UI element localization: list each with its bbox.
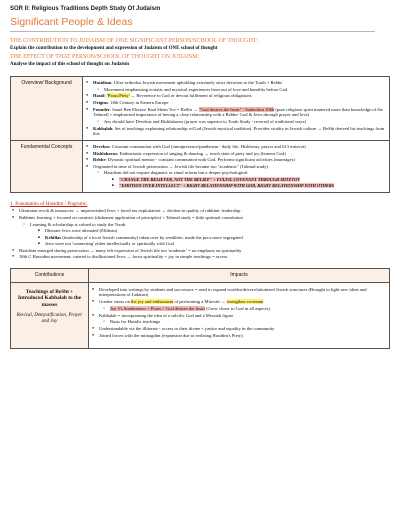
highlight: strengthen covenant [226,299,264,305]
overview-table [10,76,390,193]
list-item [112,183,386,189]
list-item: ● Ukrainian revolt & massacres → impoverished Jews + faced tax exploitation → decline in quality of rabbinic leadership [12,208,390,214]
list-item: ● Kabbalah: Set of teachings explaining relationship w/God (Jewish mystical tradition). Provides vitality in Jewish culture → BeSht derived his teachings from this [86,126,386,138]
list-item: ○ Basis for Hasidic teachings [103,319,386,325]
list-item: ● Origins: 18th Century in Eastern Europe [86,100,386,106]
list-item: ● Joined forces with the mitnagdim (expansion due to realising Hasidim's Piety) [92,333,386,339]
overview-row [11,77,390,141]
impacts-header-row [11,269,390,282]
foundation-heading: 1. Foundation of Hasidim / Pogroms: [10,200,88,207]
list-item: ○ Joy Vs Sombreness + Pious + God desires the heart (Grew closer to God in all aspects) [103,306,386,312]
list-item: ● Understandable via the illiterate - access to their divine + justice and equality in the community [92,326,386,332]
list-item: ● Originated in time of Jewish persecution → Jewish life became too "academic" (Talmud study) ○ Hasidism did not require dogmatic or ritual reform but a deeper psychological ■ "CHANGE THE BELIEVER, NOT THE BELIEF" + FULFIL COVENANT THROUGH MITZVOT ■ "EMOTION OVER INTELLECT" + RIGHT RELATIONSHIP WITH GOD, RIGHT RELATIONSHIP WITH OTHERS [86,164,386,189]
concepts-label: Fundamental Concepts [11,141,83,193]
contribution-subheading: Explain the contribution to the development and expression of Judaism of ONE school of thought [10,45,218,51]
title-divider [10,31,375,32]
contribution-cell [11,282,89,348]
highlight: the joy and enthusiasm [131,299,174,305]
highlight: 'Pious/Piety' [106,93,130,99]
effect-heading: THE EFFECT OF THAT PERSON/SCHOOL OF THOUGHT ON JUDAISM: [10,54,200,61]
contribution-heading: THE CONTRIBUTION TO JUDAISM OF ONE SIGNIFICANT PERSON/SCHOOL OF THOUGHT: [10,38,258,45]
list-item: ○ Jew should have Devekus and Hishlahavus (prayer was superior to Torah Study - reversal of traditional ways) [97,119,386,125]
effect-subheading: Analyse the impact of this school of thought on Judaism [10,61,130,67]
key-quote: "CHANGE THE BELIEVER, NOT THE BELIEF" + FULFIL COVENANT THROUGH MITZVOT [119,176,300,182]
highlight-quote: "God desires the heart" - Sanhedrin 106b [198,106,275,112]
list-item: ■ Illiterate Jews were alienated (Ellitism) [38,228,390,234]
impacts-cell [89,282,390,348]
list-item: ● Rabbinic learning + focused on casuistic (dishonest application of principles) + Talmud study = little spiritual consolation ○ Learning & scholarship is valued to study the Torah ■ Illiterate Jews were alienated (Ellitism) ■ Kehillas (leadership of a local Jewish community) taken over by wealthier; made the poor more segregated ■ Jews were not 'connecting' either intellectually or spiritually with God [12,215,390,247]
concepts-row [11,141,390,193]
list-item: ● Greater stress on the joy and enthusiasm of performing a Mitzvah → strengthen covenant ○ Joy Vs Sombreness + Pious + God desires the heart (Grew closer to God in all aspects) [92,299,386,311]
impacts-column-header: Impacts [89,269,390,282]
list-item: ● 18th C Hassidim movement; catered to disillusioned Jews → focus spirituality + joy in simple teachings = access [12,254,390,260]
foundation-list [12,208,390,260]
contributions-column-header: Contributions [11,269,89,282]
overview-label: Overview/ Background [11,77,83,141]
list-item: ○ Hasidism did not require dogmatic or ritual reform but a deeper psychological ■ "CHANGE THE BELIEVER, NOT THE BELIEF" + FULFIL COVENANT THROUGH MITZVOT ■ "EMOTION OVER INTELLECT" + RIGHT RELATIONSHIP WITH GOD, RIGHT RELATIONSHIP WITH OTHERS [97,170,386,189]
highlight: Joy Vs Sombreness + Pious + God desires the heart [110,305,205,311]
list-item: ■ Kehillas (leadership of a local Jewish community) taken over by wealthier; made the poor more segregated [38,235,390,241]
list-item: ○ Learning & scholarship is valued to study the Torah ■ Illiterate Jews were alienated (Ellitism) ■ Kehillas (leadership of a local Jewish community) taken over by wealthier; made the poor more segregated ■ Jews were not 'connecting' either intellectually or spiritually with God [23,222,390,247]
overview-content [83,77,390,141]
list-item: ● Rebbe: Dynastic spiritual mentor - constant communion with God. Performs significant activities (marriages) [86,157,386,163]
list-item: ● Hasidism: Ultra-orthodox Jewish movement upholding extremely strict devotion to the Torah + Rebbe ○ Movement emphasising ecstatic and mystical experiences born out of love and humility before God [86,80,386,92]
list-item: ● Founder: Israel Ben Eliezer/ Baal Shem Tov = BeSht → "God desires the heart" - Sanhedrin 106b (pure religious spirit mattered more than knowledge of the Talmud) + emphasised importance of having a close relationship with a Rebbe/ God & Jews through prayer and love) ○ Jew should have Devekus and Hishlahavus (prayer was superior to Torah Study - reversal of traditional ways) [86,107,386,125]
impacts-row [11,282,390,348]
list-item: ● Devekus: Constant communion with God (omnipresence/pantheism - daily life, Hishlavus, prayer and 613 mitzvot) [86,144,386,150]
list-item: ● Hishlahavus: Enthusiastic expression of singing & dancing → reach state of piety and joy (honour God) [86,151,386,157]
impacts-table [10,268,390,349]
key-quote: "EMOTION OVER INTELLECT" + RIGHT RELATIONSHIP WITH GOD, RIGHT RELATIONSHIP WITH OTHERS [119,183,335,189]
page-title: Significant People & Ideas [10,15,133,28]
contribution-subtitle: Revival, Demystification, Prayer and Joy [16,312,83,325]
concepts-content [83,141,390,193]
list-item [112,177,386,183]
list-item: ● Kabbalah = incorporating the idea of a salvific God and a Messiah figure ○ Basis for Hasidic teachings [92,313,386,325]
list-item: ■ Jews were not 'connecting' either intellectually or spiritually with God [38,241,390,247]
course-header: SOR II: Religious Traditions Depth Study Of Judaism [10,6,161,12]
contribution-title: Teachings of BeSht + Introduced Kabbalah to the masses [17,288,82,309]
list-item: ● Developed into writings by students and successors = used to expand worldwide/revolutionized Jewish structures (Brought to light new ideas and interpretations of Judaism) [92,287,386,299]
list-item: ● Hasidism emerged during persecution → many felt expression of Jewish life too 'academic' = no emphasis on spirituality [12,248,390,254]
list-item: ● Hasid: 'Pious/Piety' → Reverence to God or devout fulfilment of religious obligations [86,93,386,99]
list-item: ○ Movement emphasising ecstatic and mystical experiences born out of love and humility before God [97,87,386,93]
